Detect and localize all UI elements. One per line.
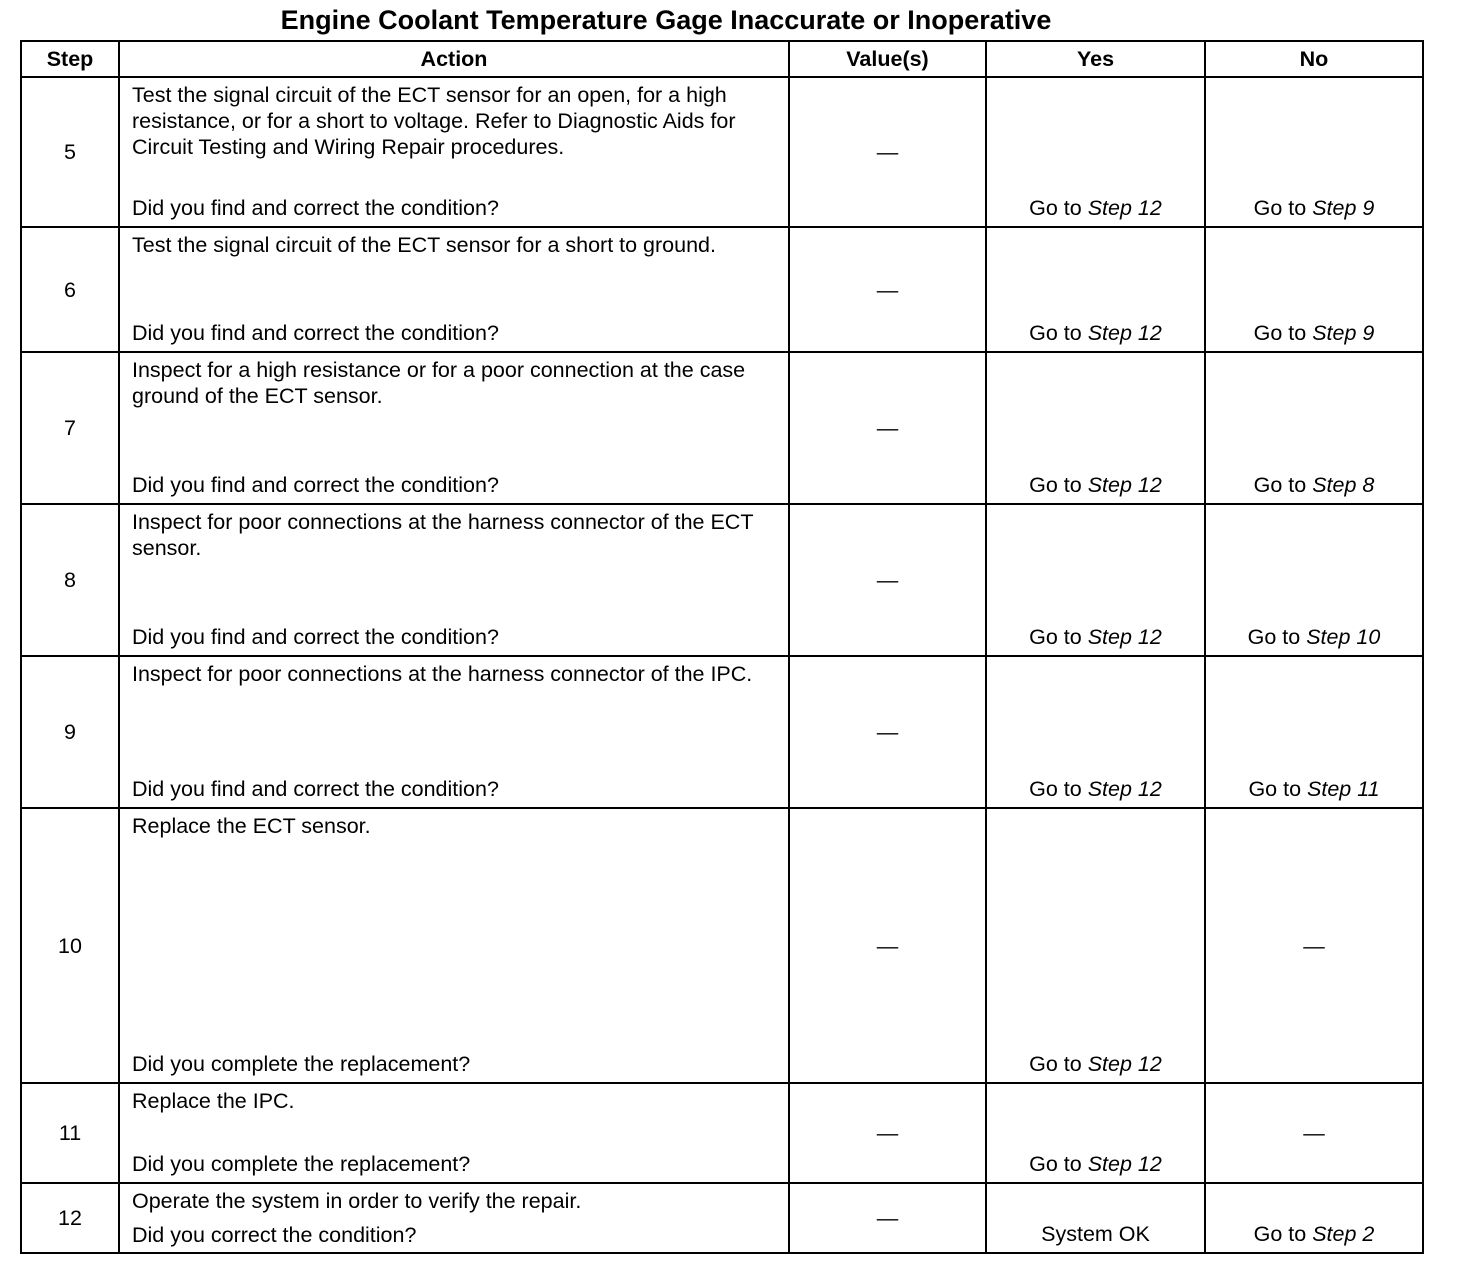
yes-step-link: Step 12: [1087, 321, 1162, 345]
action-cell: [119, 352, 789, 504]
value-cell: —: [789, 227, 986, 352]
action-text: Test the signal circuit of the ECT sensor for a short to ground.: [132, 233, 716, 257]
yes-cell: [986, 77, 1205, 227]
action-question: Did you find and correct the condition?: [132, 777, 499, 801]
yes-step-link: Step 12: [1087, 777, 1162, 801]
yes-cell: [986, 1183, 1205, 1253]
step-number: 8: [21, 504, 119, 656]
yes-step-link: Step 12: [1087, 625, 1162, 649]
yes-cell: [986, 656, 1205, 808]
action-text: Operate the system in order to verify the repair.: [132, 1189, 582, 1213]
yes-cell: [986, 227, 1205, 352]
action-question: Did you find and correct the condition?: [132, 473, 499, 497]
action-question: Did you find and correct the condition?: [132, 196, 499, 220]
no-goto-prefix: Go to: [1248, 777, 1302, 801]
table-row: [21, 77, 1423, 227]
step-number: 6: [21, 227, 119, 352]
no-cell: [1205, 1183, 1423, 1253]
action-question: Did you find and correct the condition?: [132, 321, 499, 345]
action-text: Test the signal circuit of the ECT sensor for an open, for a high resistance, or for a short to voltage. Refer to Diagnostic Aids for Circuit Testing and Wiring Repair procedures.: [132, 83, 736, 159]
yes-goto-prefix: Go to: [1029, 777, 1082, 801]
yes-step-link: Step 12: [1087, 1152, 1162, 1176]
no-goto-prefix: Go to: [1247, 625, 1301, 649]
diagnostic-table: [20, 40, 1424, 1254]
yes-goto-prefix: Go to: [1029, 625, 1082, 649]
step-number: 10: [21, 808, 119, 1083]
table-row: [21, 352, 1423, 504]
no-goto-prefix: Go to: [1253, 473, 1307, 497]
step-number: 7: [21, 352, 119, 504]
table-row: [21, 504, 1423, 656]
no-goto-prefix: Go to: [1253, 1222, 1307, 1246]
no-step-link: Step 11: [1307, 777, 1380, 801]
action-cell: [119, 656, 789, 808]
no-step-link: Step 9: [1312, 196, 1375, 220]
step-number: 12: [21, 1183, 119, 1253]
no-cell: [1205, 1083, 1423, 1183]
table-row: [21, 1083, 1423, 1183]
no-cell: [1205, 77, 1423, 227]
yes-step-link: Step 12: [1087, 1052, 1162, 1076]
action-question: Did you find and correct the condition?: [132, 625, 499, 649]
header-step: Step: [21, 41, 119, 77]
yes-step-link: Step 12: [1087, 473, 1162, 497]
value-cell: —: [789, 1083, 986, 1183]
action-cell: [119, 808, 789, 1083]
yes-cell: [986, 504, 1205, 656]
yes-cell: [986, 808, 1205, 1083]
no-cell: [1205, 352, 1423, 504]
action-question: Did you complete the replacement?: [132, 1152, 471, 1176]
action-cell: [119, 227, 789, 352]
step-number: 9: [21, 656, 119, 808]
no-step-link: Step 2: [1312, 1222, 1375, 1246]
action-text: Replace the ECT sensor.: [132, 814, 371, 838]
table-row: [21, 227, 1423, 352]
step-number: 11: [21, 1083, 119, 1183]
table-row: [21, 1183, 1423, 1253]
no-text: —: [1303, 933, 1325, 958]
action-text: Replace the IPC.: [132, 1089, 295, 1113]
no-step-link: Step 9: [1312, 321, 1375, 345]
value-cell: —: [789, 808, 986, 1083]
action-question: Did you complete the replacement?: [132, 1052, 471, 1076]
value-cell: —: [789, 656, 986, 808]
yes-goto-prefix: Go to: [1029, 1052, 1082, 1076]
action-question: Did you correct the condition?: [132, 1223, 417, 1247]
no-cell: [1205, 227, 1423, 352]
no-goto-prefix: Go to: [1253, 196, 1307, 220]
no-step-link: Step 8: [1312, 473, 1375, 497]
no-step-link: Step 10: [1306, 625, 1381, 649]
step-number: 5: [21, 77, 119, 227]
yes-goto-prefix: Go to: [1029, 473, 1082, 497]
value-cell: —: [789, 77, 986, 227]
value-cell: —: [789, 504, 986, 656]
table-row: [21, 808, 1423, 1083]
no-cell: [1205, 656, 1423, 808]
value-cell: —: [789, 352, 986, 504]
yes-goto-prefix: Go to: [1029, 196, 1082, 220]
action-cell: [119, 1183, 789, 1253]
yes-goto-prefix: Go to: [1029, 321, 1082, 345]
action-text: Inspect for poor connections at the harness connector of the IPC.: [132, 662, 753, 686]
no-goto-prefix: Go to: [1253, 321, 1307, 345]
header-action: Action: [119, 41, 789, 77]
yes-cell: [986, 352, 1205, 504]
yes-cell: [986, 1083, 1205, 1183]
yes-text: System OK: [1041, 1222, 1150, 1246]
action-cell: [119, 77, 789, 227]
action-cell: [119, 1083, 789, 1183]
page-title: Engine Coolant Temperature Gage Inaccurate or Inoperative: [280, 5, 1052, 35]
action-text: Inspect for poor connections at the harness connector of the ECT sensor.: [132, 510, 754, 560]
header-values: Value(s): [789, 41, 986, 77]
table-header-row: [21, 41, 1423, 77]
yes-goto-prefix: Go to: [1029, 1152, 1082, 1176]
header-no: No: [1205, 41, 1423, 77]
table-row: [21, 656, 1423, 808]
action-text: Inspect for a high resistance or for a poor connection at the case ground of the ECT sensor.: [132, 358, 746, 408]
no-cell: [1205, 808, 1423, 1083]
action-cell: [119, 504, 789, 656]
no-text: —: [1303, 1121, 1325, 1145]
no-cell: [1205, 504, 1423, 656]
header-yes: Yes: [986, 41, 1205, 77]
yes-step-link: Step 12: [1087, 196, 1162, 220]
value-cell: —: [789, 1183, 986, 1253]
